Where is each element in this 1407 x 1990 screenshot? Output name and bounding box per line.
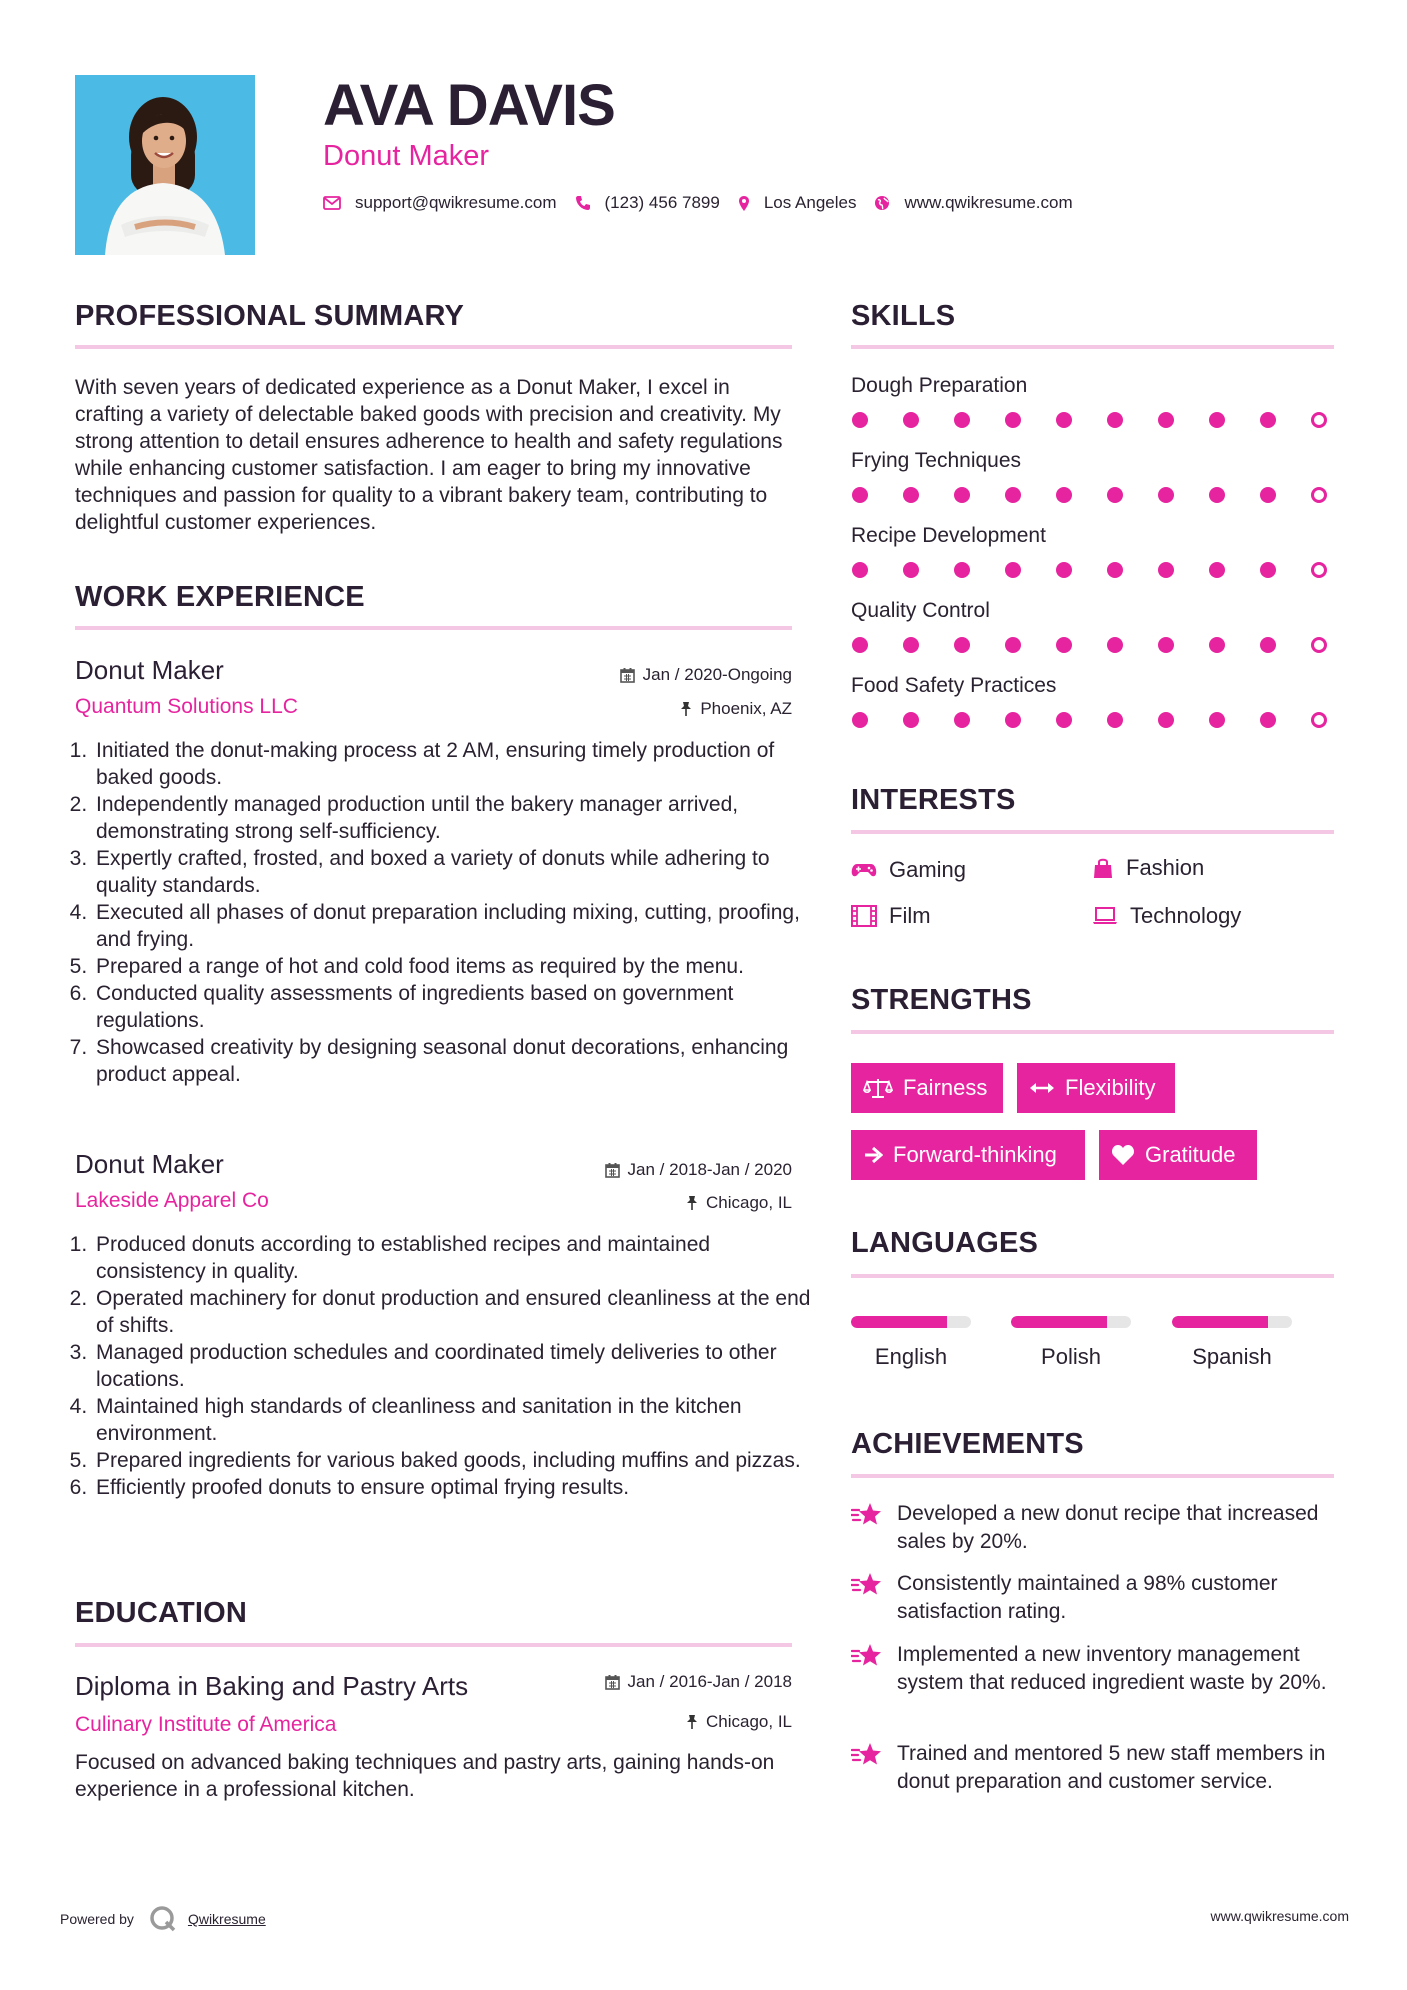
company-name: Quantum Solutions LLC bbox=[75, 695, 298, 718]
skill-dot-empty bbox=[1311, 487, 1327, 503]
pin-icon bbox=[680, 701, 692, 717]
skill-dot-filled bbox=[954, 712, 970, 728]
pin-icon bbox=[686, 1195, 698, 1211]
achievement-text: Developed a new donut recipe that increased sales by 20%. bbox=[897, 1502, 1319, 1553]
education-divider bbox=[75, 1643, 792, 1647]
skill-dot-filled bbox=[954, 637, 970, 653]
work-heading: WORK EXPERIENCE bbox=[75, 581, 365, 613]
laptop-icon bbox=[1092, 907, 1118, 925]
list-item: 7. Showcased creativity by designing seasonal donut decorations, enhancing product appeal. bbox=[93, 1034, 818, 1088]
skill-dot-filled bbox=[852, 412, 868, 428]
language-level-fill bbox=[1011, 1316, 1107, 1328]
skill-dot-filled bbox=[903, 637, 919, 653]
interest-label: Gaming bbox=[889, 857, 967, 882]
skill-dot-empty bbox=[1311, 712, 1327, 728]
film-icon bbox=[851, 905, 877, 927]
skill-dot-filled bbox=[1260, 562, 1276, 578]
skill-rating bbox=[852, 562, 1327, 578]
heart-icon bbox=[1111, 1144, 1135, 1166]
skill-dot-filled bbox=[1107, 487, 1123, 503]
strength-label: Fairness bbox=[903, 1075, 988, 1100]
calendar-icon bbox=[605, 1162, 620, 1178]
balance-scale-icon bbox=[863, 1077, 893, 1099]
arrows-horizontal-icon bbox=[1029, 1081, 1055, 1095]
interest-item-film bbox=[851, 903, 931, 929]
skill-dot-filled bbox=[1107, 637, 1123, 653]
skill-dot-filled bbox=[1005, 487, 1021, 503]
summary-divider bbox=[75, 345, 792, 349]
phone-icon bbox=[575, 195, 591, 211]
summary-heading: PROFESSIONAL SUMMARY bbox=[75, 300, 465, 332]
achievement-item bbox=[851, 1500, 1331, 1556]
job-bullets bbox=[75, 1231, 818, 1501]
skill-dot-filled bbox=[1158, 487, 1174, 503]
skill-dot-empty bbox=[1311, 562, 1327, 578]
job-dates bbox=[492, 1160, 792, 1180]
language-level-fill bbox=[851, 1316, 947, 1328]
job-location-text: Phoenix, AZ bbox=[700, 699, 792, 718]
skill-dot-filled bbox=[852, 562, 868, 578]
achievements-heading: ACHIEVEMENTS bbox=[851, 1428, 1084, 1460]
list-item: 4. Maintained high standards of cleanliness and sanitation in the kitchen environment. bbox=[93, 1393, 818, 1447]
contact-bar bbox=[323, 193, 1091, 213]
achievement-text: Consistently maintained a 98% customer satisfaction rating. bbox=[897, 1572, 1278, 1623]
language-name: Polish bbox=[1041, 1344, 1101, 1369]
degree-title: Diploma in Baking and Pastry Arts bbox=[75, 1671, 469, 1701]
interest-label: Film bbox=[889, 903, 931, 928]
skill-dot-filled bbox=[1209, 562, 1225, 578]
strength-tag-forward-thinking bbox=[851, 1130, 1085, 1180]
contact-location bbox=[738, 193, 857, 213]
language-level-bar bbox=[1011, 1316, 1131, 1328]
skill-label: Quality Control bbox=[851, 599, 990, 622]
portrait-image bbox=[75, 75, 255, 255]
strengths-divider bbox=[851, 1030, 1334, 1034]
strength-tag-gratitude bbox=[1099, 1130, 1257, 1180]
skill-dot-filled bbox=[903, 562, 919, 578]
skill-dot-filled bbox=[1209, 487, 1225, 503]
language-level-bar bbox=[851, 1316, 971, 1328]
website-text: www.qwikresume.com bbox=[904, 193, 1073, 212]
skill-dot-filled bbox=[903, 712, 919, 728]
education-heading: EDUCATION bbox=[75, 1597, 248, 1629]
skill-dot-filled bbox=[954, 487, 970, 503]
skill-dot-filled bbox=[1209, 637, 1225, 653]
skill-dot-filled bbox=[1005, 562, 1021, 578]
list-item: 1. Initiated the donut-making process at 2 AM, ensuring timely production of baked goods. bbox=[93, 737, 818, 791]
skill-dot-filled bbox=[1209, 412, 1225, 428]
skill-dot-filled bbox=[1107, 562, 1123, 578]
strengths-heading: STRENGTHS bbox=[851, 984, 1032, 1016]
star-badge-icon bbox=[851, 1742, 883, 1768]
profile-photo bbox=[75, 75, 255, 255]
interests-heading: INTERESTS bbox=[851, 784, 1016, 816]
skill-dot-filled bbox=[1158, 412, 1174, 428]
skill-rating bbox=[852, 487, 1327, 503]
language-name: English bbox=[874, 1344, 948, 1369]
language-level-bar bbox=[1172, 1316, 1292, 1328]
skill-dot-filled bbox=[1107, 712, 1123, 728]
location-text: Los Angeles bbox=[763, 193, 857, 212]
skill-dot-filled bbox=[852, 637, 868, 653]
achievement-item bbox=[851, 1641, 1331, 1697]
shopping-bag-icon bbox=[1092, 857, 1114, 879]
list-item: 2. Independently managed production until the bakery manager arrived, demonstrating strong self-sufficiency. bbox=[93, 791, 818, 845]
list-item: 5. Prepared ingredients for various baked goods, including muffins and pizzas. bbox=[93, 1447, 818, 1474]
achievements-divider bbox=[851, 1474, 1334, 1478]
education-location-text: Chicago, IL bbox=[706, 1712, 792, 1731]
interest-label: Fashion bbox=[1126, 855, 1205, 880]
contact-website[interactable] bbox=[874, 193, 1072, 213]
list-item: 3. Expertly crafted, frosted, and boxed a variety of donuts while adhering to quality standards. bbox=[93, 845, 818, 899]
job-bullets bbox=[75, 737, 818, 1088]
contact-email[interactable] bbox=[323, 193, 557, 213]
job-title: Donut Maker bbox=[75, 1149, 224, 1179]
achievement-text: Implemented a new inventory management system that reduced ingredient waste by 20%. bbox=[897, 1643, 1327, 1694]
interest-label: Technology bbox=[1130, 903, 1242, 928]
email-text: support@qwikresume.com bbox=[355, 193, 557, 212]
list-item: 4. Executed all phases of donut preparation including mixing, cutting, proofing, and frying. bbox=[93, 899, 818, 953]
skill-dot-filled bbox=[1005, 637, 1021, 653]
footer-url[interactable]: www.qwikresume.com bbox=[1210, 1908, 1349, 1924]
qwikresume-link[interactable]: Qwikresume bbox=[187, 1911, 266, 1927]
skill-dot-filled bbox=[903, 487, 919, 503]
footer-powered-by bbox=[60, 1904, 266, 1934]
gamepad-icon bbox=[851, 862, 877, 878]
globe-icon bbox=[874, 195, 890, 211]
skill-dot-filled bbox=[954, 412, 970, 428]
interest-item-technology bbox=[1092, 903, 1241, 929]
strength-tag-fairness bbox=[851, 1063, 1003, 1113]
education-dates-text: Jan / 2016-Jan / 2018 bbox=[627, 1672, 792, 1691]
skill-dot-filled bbox=[1260, 487, 1276, 503]
skill-rating bbox=[852, 637, 1327, 653]
list-item: 6. Efficiently proofed donuts to ensure optimal frying results. bbox=[93, 1474, 818, 1501]
list-item: 5. Prepared a range of hot and cold food items as required by the menu. bbox=[93, 953, 818, 980]
skill-dot-filled bbox=[1107, 412, 1123, 428]
languages-heading: LANGUAGES bbox=[851, 1227, 1039, 1259]
skill-dot-filled bbox=[1260, 412, 1276, 428]
company-name: Lakeside Apparel Co bbox=[75, 1189, 269, 1212]
skill-dot-filled bbox=[852, 712, 868, 728]
skill-dot-filled bbox=[1158, 562, 1174, 578]
skill-dot-filled bbox=[1158, 712, 1174, 728]
candidate-title: Donut Maker bbox=[323, 140, 490, 172]
skill-label: Food Safety Practices bbox=[851, 674, 1057, 697]
achievement-text: Trained and mentored 5 new staff members in donut preparation and customer service. bbox=[897, 1742, 1326, 1793]
skill-dot-filled bbox=[1260, 637, 1276, 653]
skill-label: Recipe Development bbox=[851, 524, 1046, 547]
list-item: 6. Conducted quality assessments of ingredients based on government regulations. bbox=[93, 980, 818, 1034]
skill-dot-filled bbox=[903, 412, 919, 428]
skill-label: Dough Preparation bbox=[851, 374, 1028, 397]
education-dates bbox=[492, 1672, 792, 1692]
strength-label: Flexibility bbox=[1065, 1075, 1156, 1100]
skill-dot-filled bbox=[1056, 637, 1072, 653]
languages-divider bbox=[851, 1274, 1334, 1278]
school-name: Culinary Institute of America bbox=[75, 1713, 337, 1736]
skill-dot-filled bbox=[1056, 487, 1072, 503]
envelope-icon bbox=[323, 196, 341, 210]
list-item: 3. Managed production schedules and coordinated timely deliveries to other locations. bbox=[93, 1339, 818, 1393]
skill-dot-filled bbox=[852, 487, 868, 503]
skill-rating bbox=[852, 712, 1327, 728]
language-level-fill bbox=[1172, 1316, 1268, 1328]
language-name: Spanish bbox=[1192, 1344, 1272, 1369]
skill-label: Frying Techniques bbox=[851, 449, 1022, 472]
skill-dot-filled bbox=[1056, 412, 1072, 428]
list-item: 2. Operated machinery for donut production and ensured cleanliness at the end of shifts. bbox=[93, 1285, 818, 1339]
skill-dot-filled bbox=[1056, 562, 1072, 578]
star-badge-icon bbox=[851, 1502, 883, 1528]
star-badge-icon bbox=[851, 1643, 883, 1669]
skill-rating bbox=[852, 412, 1327, 428]
skills-divider bbox=[851, 345, 1334, 349]
map-marker-icon bbox=[738, 195, 750, 212]
education-location bbox=[492, 1712, 792, 1732]
achievement-item bbox=[851, 1570, 1331, 1626]
calendar-icon bbox=[620, 667, 635, 683]
job-location bbox=[492, 1193, 792, 1213]
qwikresume-logo-icon bbox=[148, 1904, 178, 1934]
star-badge-icon bbox=[851, 1572, 883, 1598]
skill-dot-filled bbox=[1260, 712, 1276, 728]
list-item: 1. Produced donuts according to established recipes and maintained consistency in quality. bbox=[93, 1231, 818, 1285]
skill-dot-filled bbox=[1005, 712, 1021, 728]
skill-dot-filled bbox=[1209, 712, 1225, 728]
job-dates-text: Jan / 2020-Ongoing bbox=[642, 665, 792, 684]
strength-tag-flexibility bbox=[1017, 1063, 1175, 1113]
skill-dot-empty bbox=[1311, 412, 1327, 428]
work-divider bbox=[75, 626, 792, 630]
skill-dot-filled bbox=[1158, 637, 1174, 653]
calendar-icon bbox=[605, 1674, 620, 1690]
phone-text: (123) 456 7899 bbox=[604, 193, 720, 212]
skill-dot-filled bbox=[1005, 412, 1021, 428]
interest-item-fashion bbox=[1092, 855, 1204, 881]
strength-label: Forward-thinking bbox=[893, 1142, 1057, 1167]
candidate-name: AVA DAVIS bbox=[323, 73, 615, 138]
skill-dot-filled bbox=[954, 562, 970, 578]
job-location-text: Chicago, IL bbox=[706, 1193, 792, 1212]
skill-dot-empty bbox=[1311, 637, 1327, 653]
skills-heading: SKILLS bbox=[851, 300, 956, 332]
powered-by-text: Powered by bbox=[60, 1911, 134, 1927]
interests-divider bbox=[851, 830, 1334, 834]
job-title: Donut Maker bbox=[75, 655, 224, 685]
summary-text: With seven years of dedicated experience as a Donut Maker, I excel in crafting a variety of delectable baked goods with precision and creativity. My strong attention to detail ensures adherence to health and safety regulations while enhancing customer satisfaction. I am eager to bring my innovative techniques and passion for quality to a vibrant bakery team, contributing to delightful customer experiences. bbox=[75, 376, 783, 534]
education-description: Focused on advanced baking techniques and pastry arts, gaining hands-on experience in a professional kitchen. bbox=[75, 1751, 775, 1801]
job-dates bbox=[492, 665, 792, 685]
job-dates-text: Jan / 2018-Jan / 2020 bbox=[627, 1160, 792, 1179]
job-location bbox=[492, 699, 792, 719]
contact-phone[interactable] bbox=[575, 193, 720, 213]
skill-dot-filled bbox=[1056, 712, 1072, 728]
interest-item-gaming bbox=[851, 857, 966, 883]
pin-icon bbox=[686, 1714, 698, 1730]
strength-label: Gratitude bbox=[1145, 1142, 1236, 1167]
achievement-item bbox=[851, 1740, 1331, 1796]
arrow-right-icon bbox=[863, 1146, 883, 1164]
